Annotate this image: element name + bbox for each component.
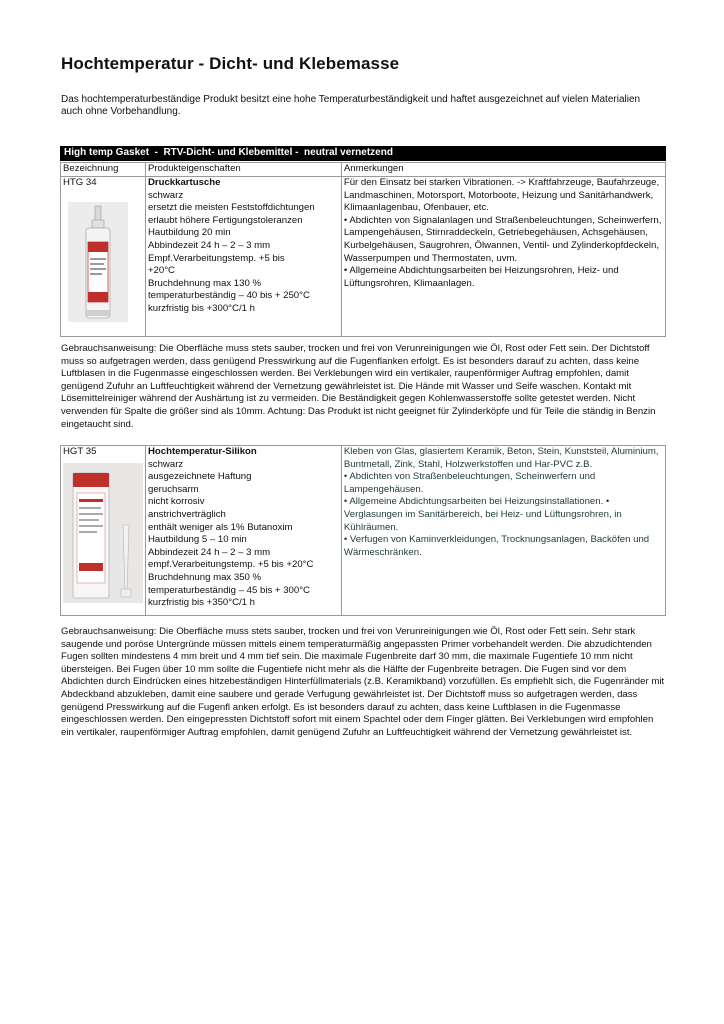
product-notes-cell xyxy=(341,177,665,337)
product-code: HTG 34 xyxy=(63,177,97,188)
product-code: HGT 35 xyxy=(63,446,97,457)
table-header-bar: High temp Gasket - RTV-Dicht- und Klebemittel - neutral vernetzend xyxy=(60,146,666,161)
column-header-bezeichnung: Bezeichnung xyxy=(61,163,146,177)
product-row-hgt35 xyxy=(61,446,666,616)
property-line: kurzfristig bis +350°C/1 h xyxy=(148,597,256,609)
note-paragraph: • Verfugen von Kaminverkleidungen, Trocknungsanlagen, Backöfen und Wärmeschränken. xyxy=(343,534,650,558)
silicone-cartridge-image xyxy=(63,463,143,603)
property-line: Empf.Verarbeitungstemp. +5 bis xyxy=(147,252,285,264)
property-line: ersetzt die meisten Feststoffdichtungen xyxy=(147,202,315,214)
property-line: +20°C xyxy=(147,265,175,277)
column-header-row xyxy=(61,163,666,177)
product-code-cell xyxy=(61,446,146,616)
pressure-cartridge-image xyxy=(68,202,128,322)
note-paragraph: • Abdichten von Signalanlagen und Straßenbeleuchtungen, Scheinwerfern, Lampengehäusen, Stirnraddeckeln, Getriebegehäusen, Achsgehäusen, Kurbelgehäusen, Saugrohren, Ölwannen, Ventil- und Zylinderkopfdeckeln, Wasserpumpen und Thermostaten, uvm. xyxy=(343,214,662,264)
property-line: Bruchdehnung max 130 % xyxy=(147,277,262,289)
product-notes-cell xyxy=(341,446,665,616)
column-header-produkteigenschaften: Produkteigenschaften xyxy=(145,163,341,177)
property-line: Hautbildung 5 – 10 min xyxy=(148,534,247,546)
note-paragraph: Kleben von Glas, glasiertem Keramik, Beton, Stein, Kunststeil, Aluminium, Buntmetall, Zink, Stahl, Holzwerkstoffen und Har-PVC z.B. xyxy=(343,446,659,470)
property-line: kurzfristig bis +300°C/1 h xyxy=(147,302,255,314)
note-paragraph: Für den Einsatz bei starken Vibrationen. -> Kraftfahrzeuge, Baufahrzeuge, Landmaschinen, Motorsport, Motorboote, Heizung und Sanitärhandwerk, Klimaanlagenbau, Ofenbauer, etc. xyxy=(343,177,660,214)
product-properties-cell xyxy=(145,177,341,337)
product-name: Hochtemperatur-Silikon xyxy=(148,446,257,457)
note-paragraph: • Allgemeine Abdichtungsarbeiten bei Heizungsinstallationen. • Verglasungen im Sanitärbereich, bei Heiz- und Lüftungsrohren, in Kühlräumen. xyxy=(343,496,622,533)
property-line: geruchsarm xyxy=(148,483,199,495)
usage-instructions-2: Gebrauchsanweisung: Die Oberfläche muss stets sauber, trocken und frei von Verunreinigungen wie Öl, Rost oder Fett sein. Sehr stark saugende und poröse Untergründe müssen mittels einem temperaturmäßig angepassten Primer vorbehandelt werden. Die abzudichtenden Fugen sollten mindestens 4 mm breit und 4 mm tief sein. Die maximale Fugenbreite darf 30 mm, die maximale Fugentiefe 10 mm nicht übersteigen. Bei Fugen über 10 mm sollte die Fugentiefe nicht mehr als die Hälfte der Fugenbreite betragen. Die Fugen sind vor dem Abdichten durch Eindrücken eines hitzebeständigen Hinterfüllmaterials (z.B. Keramikband) vorzufüllen. Es empfiehlt sich, die Fugenränder mit Abdeckband abzukleben, damit eine saubere und gerade Verfugung gewährleistet ist. Der Dichtstoff muss so aufgetragen werden, dass genügend Presswirkung auf die Fugenfl anken erfolgt. Es ist besonders darauf zu achten, dass keine Luftblasen in die Fugenmasse eingeschlossen werden. Den eingepressten Dichtstoff sofort mit einem Spachtel oder dem Finger glätten. Bei Verklebungen wird empfohlen ein vertikaler, raupenförmiger Auftrag empfohlen, damit genügend Zufuhr an Luftfeuchtigkeit während der Vernetzung gewährleistet ist. xyxy=(61,626,665,738)
usage-instructions-1: Gebrauchsanweisung: Die Oberfläche muss stets sauber, trocken und frei von Verunreinigungen wie Öl, Rost oder Fett sein. Der Dichtstoff muss so aufgetragen werden, dass genügend Presswirkung auf die Fugenflanken erfolgt. Es ist besonders darauf zu achten, dass keine Luftblasen in die Fugenmasse eingeschlossen werden. Bei Verklebungen wird ein vertikaler, raupenförmiger Auftrag empfohlen, damit genügend Zufuhr an Luftfeuchtigkeit während der Vernetzung gewährleistet ist. Die Hände mit Wasser und Seife waschen. Kontakt mit Lösemittelreiniger während der Aushärtung ist zu vermeiden. Die Beständigkeit gegen Kohlenwasserstoffe sollte getestet werden. Nicht verwenden für Spalte die größer sind als 10mm. Achtung: Das Produkt ist nicht geeignet für Zylinderköpfe und für Teile die ständig in Benzin eingetaucht sind. xyxy=(61,343,656,430)
page-title: Hochtemperatur - Dicht- und Klebemasse xyxy=(61,54,400,73)
intro-paragraph: Das hochtemperaturbeständige Produkt besitzt eine hohe Temperaturbeständigkeit und haftet ausgezeichnet auf vielen Materialien auch ohne Vorbehandlung. xyxy=(61,94,641,117)
property-line: ausgezeichnete Haftung xyxy=(148,471,252,483)
note-paragraph: • Allgemeine Abdichtungsarbeiten bei Heizungsrohren, Heiz- und Lüftungsrohren, Klimaanlagen. xyxy=(343,265,619,289)
property-line: Abbindezeit 24 h – 2 – 3 mm xyxy=(147,239,271,251)
note-paragraph: • Abdichten von Straßenbeleuchtungen, Scheinwerfern und Lampengehäusen. xyxy=(343,471,596,495)
property-line: temperaturbeständig – 45 bis + 300°C xyxy=(148,584,310,596)
property-line: Hautbildung 20 min xyxy=(147,227,231,239)
property-line: schwarz xyxy=(148,458,184,470)
product-row-htg34 xyxy=(61,177,666,337)
property-line: empf.Verarbeitungstemp. +5 bis +20°C xyxy=(148,559,314,571)
property-line: anstrichverträglich xyxy=(148,508,226,520)
property-line: Bruchdehnung max 350 % xyxy=(148,571,262,583)
property-line: enthält weniger als 1% Butanoxim xyxy=(148,521,293,533)
property-line: nicht korrosiv xyxy=(148,496,205,508)
product-code-cell xyxy=(61,177,146,337)
property-line: schwarz xyxy=(147,189,184,201)
product-properties-cell xyxy=(146,446,342,616)
property-line: Abbindezeit 24 h – 2 – 3 mm xyxy=(148,546,271,558)
property-line: erlaubt höhere Fertigungstoleranzen xyxy=(147,214,303,226)
property-line: temperaturbeständig – 40 bis + 250°C xyxy=(147,290,310,302)
product-table-2 xyxy=(60,445,666,616)
product-table-1 xyxy=(60,162,666,337)
product-name: Druckkartusche xyxy=(147,177,221,188)
column-header-anmerkungen: Anmerkungen xyxy=(341,163,665,177)
